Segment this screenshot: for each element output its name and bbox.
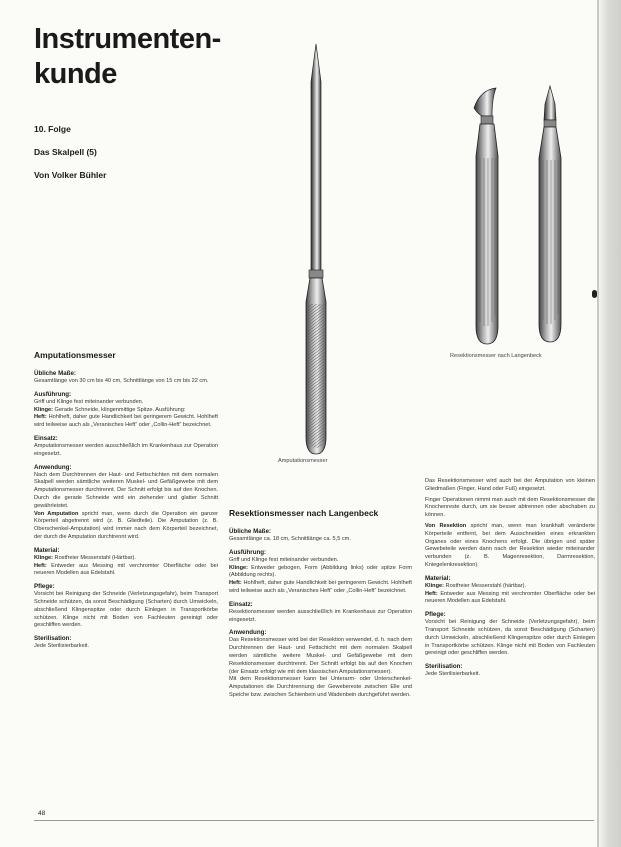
material-klinge-label: Klinge: — [425, 582, 444, 589]
ausfuehrung-text: Griff und Klinge fest miteinander verbunden. — [34, 398, 144, 405]
pflege-text: Vorsicht bei Reinigung der Schneide (Verletzungsgefahr), beim Transport Schneide schützen, da sonst Beschädigung (Scharten) durch Umwickeln, abschließend Klingenspitze oder durch Einlegen in Transportkörbe schützen. Klinge nicht mit Boden von Fachleuten gereinigt oder geschliffen werden. — [34, 591, 218, 629]
von-amputation-paragraph — [34, 511, 218, 542]
figure-caption-right: Resektionsmesser nach Langenbeck — [450, 353, 542, 359]
klinge-text: Gerade Schneide, klingenmittige Spitze. Ausführung: — [54, 406, 186, 413]
von-resektion-paragraph — [425, 523, 595, 570]
cont-text-2: Finger Operationen nimmt man auch mit dem Resektionsmesser die Knochenreste durch, um sie besser abtrennen oder abschaben zu können. — [425, 496, 595, 519]
pflege-title: Pflege: — [34, 583, 55, 591]
sterilisation-text: Jede Sterilisierbarkeit. — [34, 643, 90, 650]
material-title: Material: — [425, 574, 451, 582]
cont-text: Das Resektionsmesser wird auch bei der Amputation von kleinen Gliedmaßen (Finger, Hand oder Fuß) eingesetzt. — [425, 478, 595, 492]
klinge-label: Klinge: — [229, 564, 248, 571]
sterilisation-title: Sterilisation: — [34, 635, 72, 643]
anwendung-title: Anwendung: — [229, 629, 267, 637]
einsatz-text: Resektionsmesser werden ausschließlich im Krankenhaus zur Operation eingesetzt. — [229, 608, 412, 623]
pflege-title: Pflege: — [425, 611, 446, 619]
heft-text: Hohlheft, daher gute Handlichkeit bei geringerem Gewicht. Hohlheft wird teilweise auch als „Veranisches Heft“ oder „Collin-Heft“ bezeichnet. — [34, 414, 218, 429]
author-label: Von Volker Bühler — [34, 170, 107, 180]
column-amputation — [34, 350, 218, 651]
heft-paragraph — [34, 414, 218, 430]
material-heft-paragraph — [34, 563, 218, 579]
material-heft-label: Heft: — [34, 562, 47, 569]
anwendung-text: Das Resektionsmesser wird bei der Resektion verwendet, d. h. nach dem Durchtrennen der Haut- und Fettschicht mit dem normalen Skalpell werden sämtliche weitere Muskel- und Gefäßgewebe mit dem Resektionsmesser durchtrennt. Der Schnitt erfolgt bis auf den Knochen (der Einsatz erfolgt wie mit dem klassischen Amputationsmesser). — [229, 637, 412, 675]
series-label: 10. Folge — [34, 124, 71, 134]
klinge-paragraph — [34, 407, 218, 415]
page-edge — [599, 0, 621, 847]
sterilisation-text: Jede Sterilisierbarkeit. — [425, 671, 481, 678]
masse-text: Gesamtlänge von 30 cm bis 40 cm, Schnittlänge von 15 cm bis 22 cm. — [34, 378, 209, 384]
resection-knife-curved-illustration — [468, 86, 504, 348]
amputation-knife-illustration — [290, 42, 340, 462]
klinge-paragraph — [229, 565, 412, 581]
klinge-text: Entweder gebogen, Form (Abbildung links) oder spitze Form (Abbildung rechts). — [229, 564, 412, 579]
column-resektion — [229, 508, 412, 700]
material-heft-paragraph — [425, 591, 595, 607]
einsatz-text: Amputationsmesser werden ausschließlich im Krankenhaus zur Operation eingesetzt. — [34, 442, 218, 457]
material-heft-text: Entweder aus Messing mit verchromter Oberfläche oder bei neueren Modellen aus Edelstahl. — [425, 590, 595, 605]
anwendung-text: Nach dem Durchtrennen der Haut- und Fettschichten mit dem normalen Skalpell werden sämtliche weiteren Muskel- und Gefäßgewebe mit dem Amputationsmesser durchtrennt. Der Schnitt erfolgt bis auf den Knochen. Durch die gerade Schneide wird ein ziehender und glatter Schnitt gewährleistet. — [34, 471, 218, 509]
anwendung-text-2: Mit dem Resektionsmesser kann bei Unterarm- oder Unterschenkel-Amputationen die Durchtrennung der Gewebereste zwischen Elle und Speiche bzw. zwischen Schienbein und Wadenbein durchgeführt werden. — [229, 676, 412, 698]
section-heading: Amputationsmesser — [34, 350, 116, 360]
ausfuehrung-text: Griff und Klinge fest miteinander verbunden. — [229, 556, 339, 563]
einsatz-title: Einsatz: — [34, 434, 58, 442]
title-line-2: kunde — [34, 58, 117, 90]
heft-paragraph — [229, 580, 412, 596]
heft-text: Hohlheft, daher gute Handlichkeit bei geringerem Gewicht. Hohlheft wird teilweise auch als „Veranisches Heft“ oder „Collin-Heft“ bezeichnet. — [229, 580, 412, 594]
ausfuehrung-title: Ausführung: — [34, 390, 72, 398]
material-klinge-text: Rostfreier Messerstahl (härtbar). — [445, 582, 527, 589]
heft-label: Heft: — [229, 580, 242, 587]
material-klinge-paragraph — [34, 555, 218, 563]
einsatz-title: Einsatz: — [229, 600, 253, 608]
bottom-rule — [34, 820, 594, 821]
klinge-label: Klinge: — [34, 406, 53, 413]
subject-label: Das Skalpell (5) — [34, 147, 97, 157]
article-title — [34, 22, 234, 92]
von-amputation-text: spricht man, wenn durch die Operation ein ganzer Körperteil abgetrennt wird (z. B. Gliedteile). Die Amputation (z. B. Oberschenkel-Amputation) wird immer nach dem Körperteil bezeichnet, der durch die Amputation durchtrennt wird. — [34, 510, 218, 540]
page-edge-line — [597, 0, 599, 847]
figure-caption-left: Amputationsmesser — [278, 458, 328, 464]
resection-knife-pointed-illustration — [532, 84, 568, 346]
von-amputation-label: Von Amputation — [34, 510, 79, 517]
masse-title: Übliche Maße: — [34, 370, 76, 377]
masse-text: Gesamtlänge ca. 18 cm, Schnittlänge ca. 5,5 cm. — [229, 536, 351, 542]
material-heft-label: Heft: — [425, 590, 438, 597]
scan-artifact — [592, 290, 597, 298]
material-klinge-text: Rostfreier Messerstahl (Härtbar). — [54, 554, 136, 561]
material-title: Material: — [34, 546, 60, 554]
section-heading: Resektionsmesser nach Langenbeck — [229, 508, 379, 518]
von-resektion-text: spricht man, wenn man krankhaft veränderte Körperteile entfernt, bei dem Ausschneiden eines erkrankten Organes oder eines Knochens erfolgt. Die übrigen und später Gewebeteile werden dann nach der Resektion wieder miteinander verbunden (z. B. Magenresektion, Darmresektion, Kniegelenkresektion). — [425, 522, 596, 568]
column-continuation — [425, 478, 595, 679]
ausfuehrung-title: Ausführung: — [229, 548, 267, 556]
masse-title: Übliche Maße: — [229, 528, 271, 535]
heft-label: Heft: — [34, 414, 47, 421]
material-heft-text: Entweder aus Messing mit verchromter Oberfläche oder bei neueren Modellen aus Edelstahl. — [34, 562, 218, 577]
material-klinge-paragraph — [425, 583, 595, 591]
material-klinge-label: Klinge: — [34, 554, 53, 561]
sterilisation-title: Sterilisation: — [425, 663, 463, 671]
title-line-1: Instrumenten- — [34, 23, 221, 55]
anwendung-title: Anwendung: — [34, 463, 72, 471]
von-resektion-label: Von Resektion — [425, 522, 467, 529]
page-number: 48 — [38, 810, 46, 817]
pflege-text: Vorsicht bei Reinigung der Schneide (Verletzungsgefahr), beim Transport Schneide schützen, da sonst Beschädigung (Scharten) durch Umwickeln, abschließend Klingenspitze oder durch Einlegen in Transportkörbe schützen. Klinge nicht mit Boden von Fachleuten gereinigt oder geschliffen werden. — [425, 619, 595, 657]
